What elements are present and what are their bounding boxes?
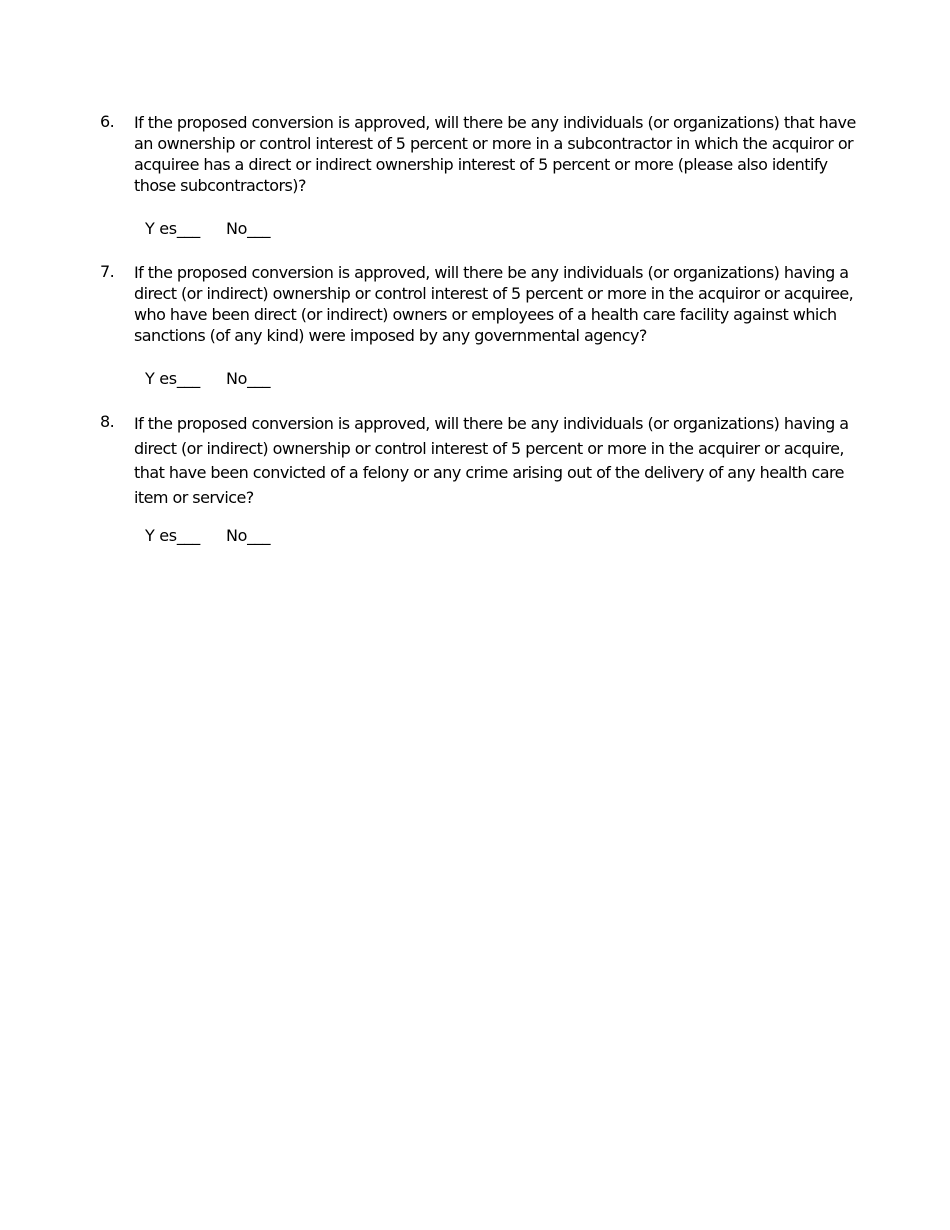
question-number: 6. [100, 112, 115, 131]
question-number: 7. [100, 262, 115, 281]
answer-options [145, 369, 270, 388]
no-answer-blank[interactable]: No___ [225, 526, 271, 545]
yes-answer-blank[interactable]: Y es___ [145, 219, 200, 238]
answer-options [145, 219, 270, 238]
answer-options [145, 526, 270, 545]
no-answer-blank[interactable]: No___ [225, 219, 271, 238]
question-text: If the proposed conversion is approved, will there be any individuals (or organizations) that have an ownership or control interest of 5 percent or more in a subcontractor in which the acquiror or acquiree has a direct or indirect ownership interest of 5 percent or more (please also identify those subcontractors)? [134, 113, 856, 195]
question-text: If the proposed conversion is approved, will there be any individuals (or organizations) having a direct (or indirect) ownership or control interest of 5 percent or more in the acquirer or acquire, that have been convicted of a felony or any crime arising out of the delivery of any health care item or service? [134, 414, 849, 507]
question-number: 8. [100, 412, 115, 431]
yes-answer-blank[interactable]: Y es___ [145, 369, 200, 388]
yes-answer-blank[interactable]: Y es___ [145, 526, 200, 545]
no-answer-blank[interactable]: No___ [225, 369, 271, 388]
question-text: If the proposed conversion is approved, will there be any individuals (or organizations) having a direct (or indirect) ownership or control interest of 5 percent or more in the acquiror or acquiree, who have been direct (or indirect) owners or employees of a health care facility against which sanctions (of any kind) were imposed by any governmental agency? [134, 263, 854, 345]
